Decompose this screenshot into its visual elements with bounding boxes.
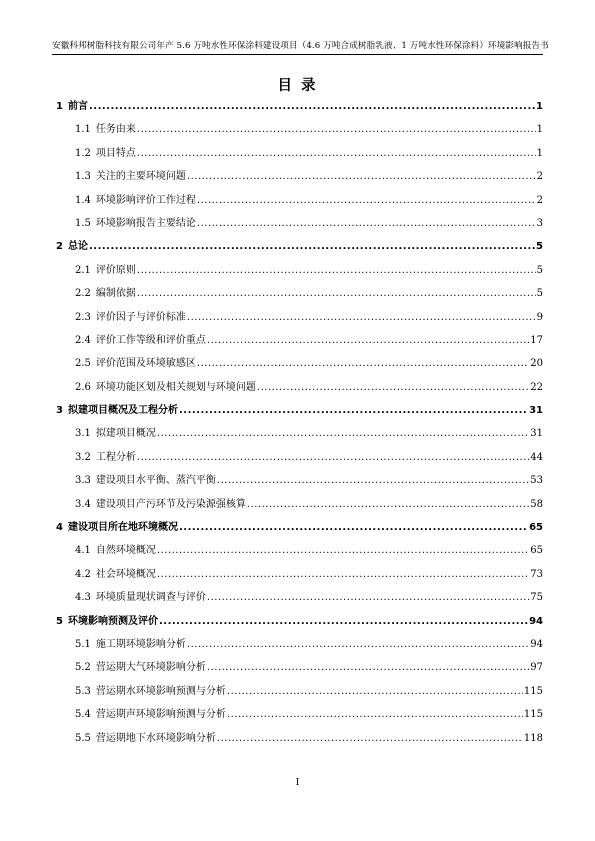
toc-entry-label: 前言 (67, 101, 88, 112)
dot-leader (197, 189, 536, 212)
toc-entry-label: 营运期大气环境影响分析 (95, 662, 206, 674)
toc-entry-page: 31 (530, 428, 543, 440)
dot-leader (207, 586, 529, 609)
toc-entry-page: 115 (523, 685, 543, 697)
toc-entry-label: 评价原则 (95, 264, 136, 276)
toc-entry-label: 总论 (67, 241, 88, 253)
toc-entry-number: 2.1 (75, 264, 91, 276)
toc-entry-page: 2 (536, 171, 543, 183)
toc-entry-number: 5.3 (75, 685, 91, 697)
dot-leader (187, 306, 536, 329)
toc-entry-page: 65 (530, 545, 543, 557)
toc-entry-number: 2.3 (75, 311, 91, 323)
table-of-contents (56, 95, 543, 750)
toc-entry-page: 58 (530, 498, 543, 510)
toc-entry-label: 评价工作等级和评价重点 (95, 334, 206, 346)
toc-entry-number: 5.4 (75, 709, 91, 721)
dot-leader (137, 142, 536, 165)
toc-entry-number: 1.4 (75, 194, 91, 206)
toc-entry-page: 22 (530, 381, 543, 393)
toc-entry-page: 5 (536, 288, 543, 300)
dot-leader (179, 399, 528, 422)
toc-entry-number: 2.5 (75, 358, 91, 370)
toc-entry-number: 2 (56, 241, 63, 253)
toc-title: 目 录 (277, 78, 318, 94)
toc-entry-label: 环境功能区划及相关规划与环境问题 (95, 381, 256, 393)
toc-entry-page: 94 (530, 638, 543, 650)
toc-chapter-entry[interactable] (56, 516, 543, 539)
dot-leader (247, 493, 529, 516)
toc-entry-number: 1.3 (75, 171, 91, 183)
toc-section-entry[interactable] (56, 727, 543, 750)
toc-section-entry[interactable] (56, 212, 543, 235)
toc-entry-page: 44 (530, 451, 543, 463)
toc-section-entry[interactable] (56, 118, 543, 141)
toc-section-entry[interactable] (56, 493, 543, 516)
toc-section-entry[interactable] (56, 282, 543, 305)
toc-entry-label: 拟建项目概况 (95, 428, 156, 440)
toc-entry-page: 20 (530, 358, 543, 370)
page-number: I (295, 778, 300, 788)
toc-entry-number: 5.1 (75, 638, 91, 650)
toc-entry-page: 5 (536, 241, 543, 253)
dot-leader (157, 563, 529, 586)
toc-entry-label: 营运期地下水环境影响分析 (95, 732, 216, 744)
dot-leader (197, 212, 536, 235)
toc-entry-page: 17 (530, 334, 543, 346)
toc-entry-number: 4 (56, 522, 63, 534)
toc-entry-number: 4.3 (75, 592, 91, 604)
toc-entry-page: 1 (536, 147, 543, 159)
toc-entry-number: 3.1 (75, 428, 91, 440)
toc-section-entry[interactable] (56, 142, 543, 165)
dot-leader (89, 95, 535, 118)
toc-entry-label: 工程分析 (95, 451, 136, 463)
toc-entry-number: 3.3 (75, 475, 91, 487)
toc-entry-label: 环境影响预测及评价 (67, 615, 158, 627)
toc-entry-number: 1.1 (75, 124, 91, 136)
toc-section-entry[interactable] (56, 329, 543, 352)
toc-section-entry[interactable] (56, 469, 543, 492)
toc-section-entry[interactable] (56, 446, 543, 469)
dot-leader (257, 376, 529, 399)
toc-entry-label: 拟建项目概况及工程分析 (67, 405, 178, 417)
toc-entry-page: 53 (530, 475, 543, 487)
toc-section-entry[interactable] (56, 680, 543, 703)
toc-entry-label: 项目特点 (95, 147, 136, 159)
toc-chapter-entry[interactable] (56, 399, 543, 422)
toc-chapter-entry[interactable] (56, 235, 543, 258)
toc-entry-label: 自然环境概况 (95, 545, 156, 557)
toc-chapter-entry[interactable] (56, 610, 543, 633)
dot-leader (227, 680, 523, 703)
toc-section-entry[interactable] (56, 633, 543, 656)
toc-entry-number: 5.5 (75, 732, 91, 744)
toc-section-entry[interactable] (56, 563, 543, 586)
toc-entry-number: 5.2 (75, 662, 91, 674)
dot-leader (197, 352, 529, 375)
toc-entry-number: 5 (56, 615, 63, 627)
toc-entry-page: 1 (536, 101, 543, 112)
toc-section-entry[interactable] (56, 352, 543, 375)
toc-entry-label: 建设项目产污环节及污染源强核算 (95, 498, 246, 510)
toc-section-entry[interactable] (56, 259, 543, 282)
toc-entry-label: 环境影响报告主要结论 (95, 217, 196, 229)
toc-section-entry[interactable] (56, 539, 543, 562)
dot-leader (187, 165, 536, 188)
toc-entry-label: 关注的主要环境问题 (95, 171, 186, 183)
toc-entry-label: 评价范围及环境敏感区 (95, 358, 196, 370)
toc-entry-number: 1.2 (75, 147, 91, 159)
toc-entry-number: 3.2 (75, 451, 91, 463)
header-rule (52, 54, 543, 55)
dot-leader (207, 656, 529, 679)
toc-section-entry[interactable] (56, 165, 543, 188)
toc-entry-label: 建设项目所在地环境概况 (67, 522, 178, 534)
dot-leader (187, 633, 529, 656)
toc-entry-number: 1 (56, 101, 63, 112)
toc-entry-label: 营运期声环境影响预测与分析 (95, 709, 226, 721)
dot-leader (137, 259, 536, 282)
toc-entry-number: 4.2 (75, 568, 91, 580)
dot-leader (227, 703, 523, 726)
toc-entry-page: 75 (530, 592, 543, 604)
running-header: 安徽科邦树脂科技有限公司年产 5.6 万吨水性环保涂料建设项目（4.6 万吨合成树脂乳液、1 万吨水性环保涂料）环境影响报告书 (52, 41, 549, 51)
toc-entry-page: 115 (523, 709, 543, 721)
toc-entry-number: 1.5 (75, 217, 91, 229)
toc-entry-page: 31 (529, 405, 543, 417)
dot-leader (157, 539, 529, 562)
toc-entry-number: 2.2 (75, 288, 91, 300)
toc-entry-page: 65 (529, 522, 543, 534)
toc-section-entry[interactable] (56, 656, 543, 679)
dot-leader (207, 329, 529, 352)
toc-entry-page: 5 (536, 264, 543, 276)
dot-leader (179, 516, 528, 539)
toc-entry-number: 2.6 (75, 381, 91, 393)
dot-leader (159, 610, 528, 633)
toc-entry-page: 94 (529, 615, 543, 627)
toc-entry-label: 建设项目水平衡、蒸汽平衡 (95, 475, 216, 487)
toc-entry-label: 环境影响评价工作过程 (95, 194, 196, 206)
dot-leader (137, 282, 536, 305)
toc-section-entry[interactable] (56, 189, 543, 212)
toc-section-entry[interactable] (56, 422, 543, 445)
toc-entry-label: 任务由来 (95, 124, 136, 136)
toc-section-entry[interactable] (56, 376, 543, 399)
toc-entry-label: 环境质量现状调查与评价 (95, 592, 206, 604)
dot-leader (137, 446, 529, 469)
toc-entry-page: 73 (530, 568, 543, 580)
toc-entry-number: 3.4 (75, 498, 91, 510)
toc-entry-page: 118 (523, 732, 543, 744)
toc-entry-label: 社会环境概况 (95, 568, 156, 580)
dot-leader (157, 422, 529, 445)
toc-entry-page: 3 (536, 217, 543, 229)
toc-entry-label: 评价因子与评价标准 (95, 311, 186, 323)
toc-chapter-entry[interactable] (56, 95, 543, 118)
dot-leader (217, 727, 523, 750)
toc-entry-page: 2 (536, 194, 543, 206)
toc-entry-label: 编制依据 (95, 288, 136, 300)
toc-entry-number: 3 (56, 405, 63, 417)
toc-entry-page: 97 (530, 662, 543, 674)
toc-entry-number: 2.4 (75, 334, 91, 346)
toc-section-entry[interactable] (56, 306, 543, 329)
toc-entry-page: 9 (536, 311, 543, 323)
dot-leader (137, 118, 536, 141)
toc-entry-page: 1 (536, 124, 543, 136)
dot-leader (89, 235, 535, 258)
toc-entry-number: 4.1 (75, 545, 91, 557)
dot-leader (217, 469, 529, 492)
toc-section-entry[interactable] (56, 586, 543, 609)
toc-section-entry[interactable] (56, 703, 543, 726)
toc-entry-label: 施工期环境影响分析 (95, 638, 186, 650)
toc-entry-label: 营运期水环境影响预测与分析 (95, 685, 226, 697)
